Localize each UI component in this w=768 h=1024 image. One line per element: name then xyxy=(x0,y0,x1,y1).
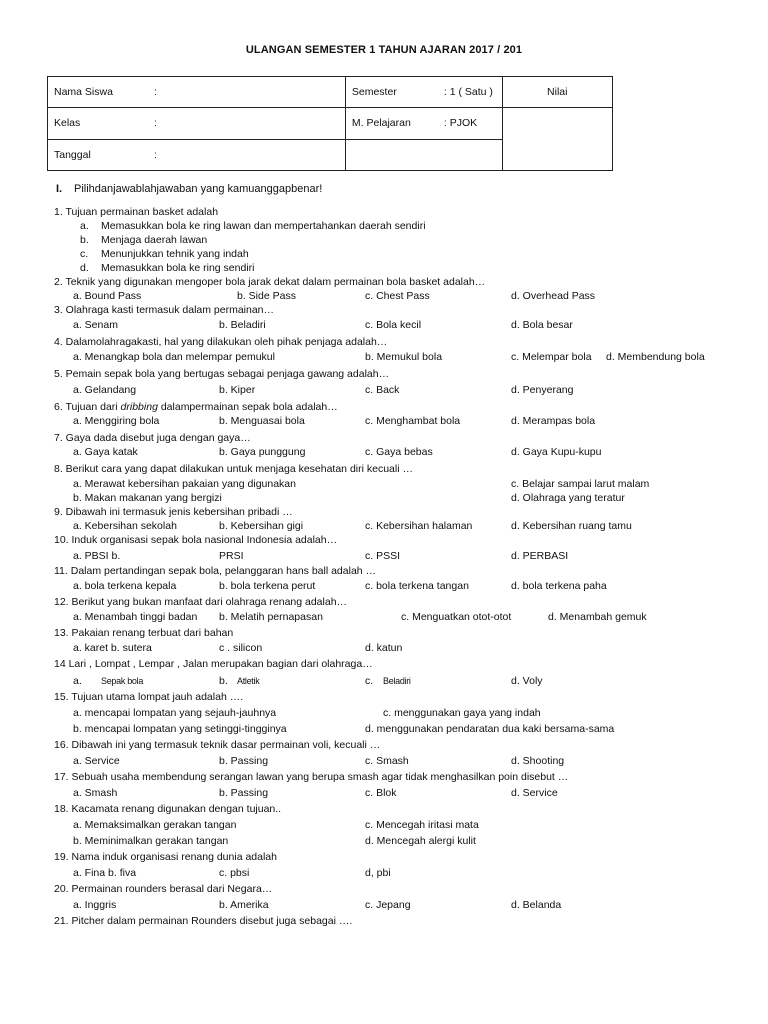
kelas-cell xyxy=(48,108,346,139)
option-line xyxy=(0,641,768,655)
question-text: 15. Tujuan utama lompat jauh adalah …. xyxy=(54,691,244,703)
question xyxy=(0,626,768,640)
option-line xyxy=(0,519,768,533)
option-line xyxy=(0,549,768,563)
student-info-table xyxy=(47,76,613,171)
option-line xyxy=(0,261,768,275)
option-c: c. pbsi xyxy=(219,867,250,879)
option-a: a. Smash xyxy=(73,787,118,799)
question xyxy=(0,533,768,547)
option-b: b. Kebersihan gigi xyxy=(219,520,304,532)
tanggal-label: Tanggal xyxy=(54,148,91,161)
option-c: c. menggunakan gaya yang indah xyxy=(383,707,541,719)
option-b: b. Melatih pernapasan xyxy=(219,611,323,623)
option-c: c. Gaya bebas xyxy=(365,446,433,458)
semester-label: Semester xyxy=(351,86,397,99)
option-line xyxy=(0,219,768,233)
question xyxy=(0,882,768,896)
kelas-colon: : xyxy=(154,117,157,130)
option-c-text: Beladiri xyxy=(383,676,411,686)
option-d: d. menggunakan pendaratan dua kaki bersama-sama xyxy=(365,723,615,735)
option-line xyxy=(0,674,768,688)
option-d: d. Olahraga yang teratur xyxy=(511,492,625,504)
tanggal-cell xyxy=(48,139,346,170)
option-b: b. Passing xyxy=(219,787,269,799)
option-b: b. Memukul bola xyxy=(365,351,443,363)
option-b: b. Gaya punggung xyxy=(219,446,306,458)
option-line xyxy=(0,706,768,720)
option-d: d. PERBASI xyxy=(511,550,569,562)
semester-cell xyxy=(345,77,502,108)
option-line xyxy=(0,477,768,491)
option-a-text: Sepak bola xyxy=(101,676,144,686)
question xyxy=(0,462,768,476)
option-d: d. Kebersihan ruang tamu xyxy=(511,520,632,532)
option-b: b. Beladiri xyxy=(219,319,266,331)
option-a: a. Menangkap bola dan melempar pemukul xyxy=(73,351,275,363)
option-a: a. mencapai lompatan yang sejauh-jauhnya xyxy=(73,707,277,719)
option-b: b. mencapai lompatan yang setinggi-tingginya xyxy=(73,723,287,735)
option-a: a. karet b. sutera xyxy=(73,642,152,654)
question xyxy=(0,505,768,519)
section-roman: I. xyxy=(56,183,63,195)
question xyxy=(0,275,768,289)
option-b: b. bola terkena perut xyxy=(219,580,316,592)
question-text: 11. Dalam pertandingan sepak bola, pelanggaran hans ball adalah … xyxy=(54,565,377,577)
option-line xyxy=(0,866,768,880)
option-text: Menunjukkan tehnik yang indah xyxy=(101,248,249,260)
option-letter: b. xyxy=(219,675,228,687)
question-text: 14 Lari , Lompat , Lempar , Jalan merupakan bagian dari olahraga… xyxy=(54,658,373,670)
option-c: c. Smash xyxy=(365,755,409,767)
option-line xyxy=(0,491,768,505)
nama-colon: : xyxy=(154,86,157,99)
option-letter: d. xyxy=(80,262,89,274)
option-c: c . silicon xyxy=(219,642,263,654)
option-d: d. Membendung bola xyxy=(606,351,705,363)
question-text: 16. Dibawah ini yang termasuk teknik dasar permainan voli, kecuali … xyxy=(54,739,381,751)
option-text: Memasukkan bola ke ring sendiri xyxy=(101,262,255,274)
question-text-post: dalampermainan sepak bola adalah… xyxy=(157,401,338,413)
option-letter: c. xyxy=(80,248,89,260)
option-line xyxy=(0,579,768,593)
section-instruction: Pilihdanjawablahjawaban yang kamuanggapbenar! xyxy=(74,183,323,195)
question xyxy=(0,335,768,349)
question-text: 3. Olahraga kasti termasuk dalam permainan… xyxy=(54,304,275,316)
option-line xyxy=(0,350,768,364)
option-b: b. Meminimalkan gerakan tangan xyxy=(73,835,229,847)
question-text: 20. Permainan rounders berasal dari Negara… xyxy=(54,883,273,895)
option-d: d, pbi xyxy=(365,867,391,879)
option-letter: b. xyxy=(80,234,89,246)
option-b: b. Menguasai bola xyxy=(219,415,305,427)
option-a: a. Bound Pass xyxy=(73,290,142,302)
question-text: 13. Pakaian renang terbuat dari bahan xyxy=(54,627,234,639)
question-text: 12. Berikut yang bukan manfaat dari olahraga renang adalah… xyxy=(54,596,348,608)
question xyxy=(0,770,768,784)
option-line xyxy=(0,786,768,800)
section-heading xyxy=(56,183,322,195)
option-c: c. Menghambat bola xyxy=(365,415,461,427)
question xyxy=(0,205,768,219)
option-c: c. Melempar bola xyxy=(511,351,592,363)
option-a: a. PBSI b. xyxy=(73,550,121,562)
option-d: d. Merampas bola xyxy=(511,415,596,427)
option-a: a. Fina b. fiva xyxy=(73,867,137,879)
nama-label: Nama Siswa xyxy=(54,86,113,99)
option-a: a. Menambah tinggi badan xyxy=(73,611,198,623)
question-text: 8. Berikut cara yang dapat dilakukan untuk menjaga kesehatan diri kecuali … xyxy=(54,463,413,475)
pelajaran-value: : PJOK xyxy=(443,117,478,130)
option-line xyxy=(0,414,768,428)
nilai-score-cell xyxy=(502,108,612,171)
option-b: b. Side Pass xyxy=(237,290,296,302)
option-d: d. Mencegah alergi kulit xyxy=(365,835,476,847)
option-d: d. bola terkena paha xyxy=(511,580,607,592)
option-line xyxy=(0,318,768,332)
page-title: ULANGAN SEMESTER 1 TAHUN AJARAN 2017 / 201 xyxy=(245,44,523,56)
option-a: a. Memaksimalkan gerakan tangan xyxy=(73,819,237,831)
option-letter: c. xyxy=(365,675,374,687)
option-c: c. Mencegah iritasi mata xyxy=(365,819,479,831)
question xyxy=(0,690,768,704)
option-a: a. Inggris xyxy=(73,899,117,911)
option-d: d. Menambah gemuk xyxy=(548,611,647,623)
option-line xyxy=(0,247,768,261)
nama-cell xyxy=(48,77,346,108)
question-text: 18. Kacamata renang digunakan dengan tujuan.. xyxy=(54,803,282,815)
option-a: a. Kebersihan sekolah xyxy=(73,520,177,532)
option-b: b. Makan makanan yang bergizi xyxy=(73,492,222,504)
option-a: a. Menggiring bola xyxy=(73,415,160,427)
option-line xyxy=(0,834,768,848)
option-c: c. PSSI xyxy=(365,550,401,562)
question-text: 1. Tujuan permainan basket adalah xyxy=(54,206,219,218)
question xyxy=(0,564,768,578)
option-a: a. bola terkena kepala xyxy=(73,580,177,592)
option-b: b. Amerika xyxy=(219,899,269,911)
question xyxy=(0,850,768,864)
option-line xyxy=(0,289,768,303)
option-b: b. Kiper xyxy=(219,384,256,396)
option-line xyxy=(0,754,768,768)
option-d: d. Penyerang xyxy=(511,384,574,396)
option-line xyxy=(0,610,768,624)
option-d: d. Service xyxy=(511,787,558,799)
option-letter: a. xyxy=(80,220,89,232)
option-line xyxy=(0,233,768,247)
semester-value: : 1 ( Satu ) xyxy=(443,86,493,99)
option-c: c. Jepang xyxy=(365,899,411,911)
pelajaran-label: M. Pelajaran xyxy=(351,117,411,130)
option-text: Menjaga daerah lawan xyxy=(101,234,208,246)
option-line xyxy=(0,818,768,832)
option-text: Memasukkan bola ke ring lawan dan mempertahankan daerah sendiri xyxy=(101,220,426,232)
tanggal-colon: : xyxy=(154,148,157,161)
option-a: a. Gaya katak xyxy=(73,446,138,458)
option-d: d. Bola besar xyxy=(511,319,573,331)
option-b: PRSI xyxy=(219,550,244,562)
option-c: c. Blok xyxy=(365,787,397,799)
option-c: c. bola terkena tangan xyxy=(365,580,469,592)
option-line xyxy=(0,722,768,736)
question xyxy=(0,738,768,752)
option-line xyxy=(0,383,768,397)
option-line xyxy=(0,445,768,459)
option-a: a. Service xyxy=(73,755,120,767)
question xyxy=(0,367,768,381)
question xyxy=(0,303,768,317)
option-c: c. Menguatkan otot-otot xyxy=(401,611,512,623)
option-line xyxy=(0,898,768,912)
option-c: c. Belajar sampai larut malam xyxy=(511,478,650,490)
option-d: d. Belanda xyxy=(511,899,562,911)
question-text: 10. Induk organisasi sepak bola nasional Indonesia adalah… xyxy=(54,534,338,546)
option-c: c. Back xyxy=(365,384,400,396)
option-d: d. Gaya Kupu-kupu xyxy=(511,446,602,458)
question-text: 5. Pemain sepak bola yang bertugas sebagai penjaga gawang adalah… xyxy=(54,368,390,380)
option-d: d. katun xyxy=(365,642,403,654)
question-text: 19. Nama induk organisasi renang dunia adalah xyxy=(54,851,277,863)
option-c: c. Bola kecil xyxy=(365,319,422,331)
question-text: 2. Teknik yang digunakan mengoper bola jarak dekat dalam permainan bola basket adalah… xyxy=(54,276,486,288)
option-a: a. Gelandang xyxy=(73,384,137,396)
question-text: 21. Pitcher dalam permainan Rounders disebut juga sebagai …. xyxy=(54,915,353,927)
option-a: a. Merawat kebersihan pakaian yang digunakan xyxy=(73,478,296,490)
question-text-italic: dribbing xyxy=(120,401,158,413)
question xyxy=(0,657,768,671)
option-c: c. Kebersihan halaman xyxy=(365,520,473,532)
option-d: d. Voly xyxy=(511,675,543,687)
question-text: 4. Dalamolahragakasti, hal yang dilakukan oleh pihak penjaga adalah… xyxy=(54,336,388,348)
question xyxy=(0,595,768,609)
kelas-label: Kelas xyxy=(54,117,81,130)
question xyxy=(0,802,768,816)
option-b: b. Passing xyxy=(219,755,269,767)
question-text xyxy=(54,400,338,414)
nilai-label: Nilai xyxy=(502,77,612,108)
question-text: 9. Dibawah ini termasuk jenis kebersihan pribadi … xyxy=(54,506,293,518)
question xyxy=(0,400,768,414)
question-text: 17. Sebuah usaha membendung serangan lawan yang berupa smash agar tidak menghasilkan poin disebut … xyxy=(54,771,569,783)
option-c: c. Chest Pass xyxy=(365,290,430,302)
option-d: d. Overhead Pass xyxy=(511,290,596,302)
question xyxy=(0,914,768,928)
pelajaran-cell xyxy=(345,108,502,139)
option-letter: a. xyxy=(73,675,82,687)
option-d: d. Shooting xyxy=(511,755,565,767)
empty-cell xyxy=(345,139,502,170)
question xyxy=(0,431,768,445)
question-text-pre: 6. Tujuan dari xyxy=(54,401,121,413)
question-text: 7. Gaya dada disebut juga dengan gaya… xyxy=(54,432,251,444)
option-b-text: Atletik xyxy=(237,676,260,686)
option-a: a. Senam xyxy=(73,319,118,331)
